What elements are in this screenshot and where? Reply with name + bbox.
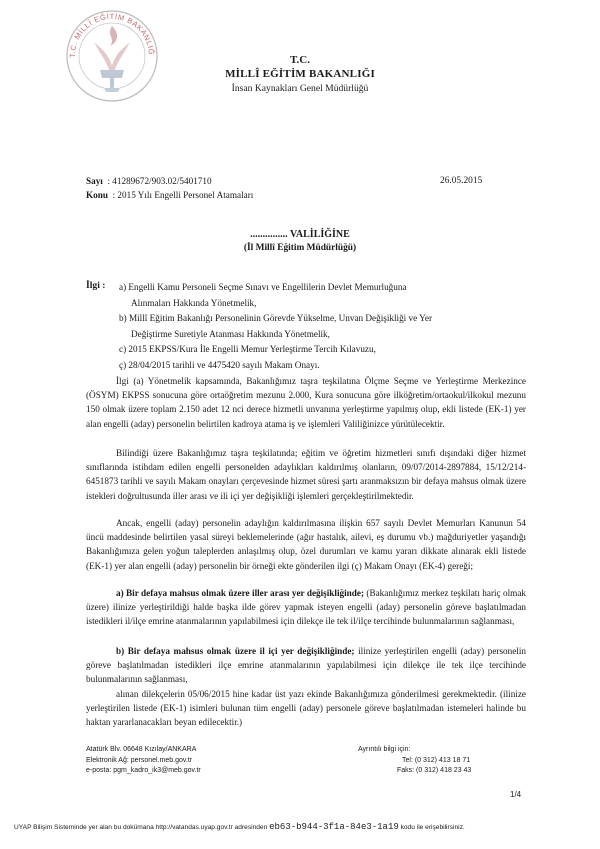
konu-label: Konu xyxy=(86,190,108,200)
uyap-verification-line xyxy=(14,822,586,832)
footer-contact-title: Ayrıntılı bilgi için: xyxy=(358,746,411,753)
paragraph-a-text: (Bakanlığımız merkez teşkilatı hariç olmak üzere) ilinize yerleştirildiği halde başka ilde görev yapmak isteyen engelli (aday) personelin göreve başlatılmadan istedikleri il/ilçe emrine atanmalarının yapılabilmesi için dilekçe ile tek il/ilçe tercihinde bulunmalarının sağlanması, xyxy=(86,588,526,627)
paragraph-3 xyxy=(86,516,526,573)
paragraph-last-text: alınan dilekçelerin 05/06/2015 hine kadar üst yazı ekinde Bakanlığımıza gönderilmesi gerekmektedir. (ilinize yerleştirilen listede (EK-1) isimleri bulunan tüm engelli (aday) personele göreve başlatılmadan istemeleri halinde bu haktan yararlanacakları beyan edilecektir.) xyxy=(86,689,526,728)
paragraph-b-text: ilinize yerleştirilen engelli (aday) personelin göreve başlatılmadan istedikleri ilçe emrine atanmalarının yapılabilmesi için dilekçe ile tek ilçe tercihinde bulunmalarının sağlanması, xyxy=(86,646,527,685)
sayi-label: Sayı xyxy=(86,176,103,186)
footer-faks: Faks: (0 312) 418 23 43 xyxy=(397,767,472,774)
ilgi-item: Değiştirme Suretiyle Atanması Hakkında Yönetmelik, xyxy=(131,328,330,339)
paragraph-3-text: Ancak, engelli (aday) personelin adaylığın kaldırılmasına ilişkin 657 sayılı Devlet Memurları Kanunun 54 üncü maddesinde belirtilen yasal süreyi beklemelerinde (ağır hastalık, ailevi, eş durumu vb.) mağduriyetler yaşandığı Bakanlığımıza gelen yoğun taleplerden anlaşılmış olup, özel durumları ve kamu yararı dikkate alınarak ekli listede (EK-1) yer alan engelli (aday) personelin bir örneği ekte gönderilen ilgi (ç) Makam Onayı (EK-4) gereği; xyxy=(86,518,526,571)
paragraph-a xyxy=(86,586,526,629)
uyap-text: UYAP Bilişim Sisteminde yer alan bu dokümana http://vatandas.uyap.gov.tr adresinden xyxy=(14,824,268,831)
addressee-subtitle: (İl Millî Eğitim Müdürlüğü) xyxy=(243,243,357,253)
paragraph-1 xyxy=(86,374,526,431)
ilgi-list xyxy=(119,280,529,373)
footer-tel: Tel: (0 312) 413 18 71 xyxy=(402,756,471,764)
paragraph-1-text: İlgi (a) Yönetmelik kapsamında, Bakanlığımız taşra teşkilatına Ölçme Seçme ve Yerleştirme Merkezince (ÖSYM) EKPSS sonucuna göre ortaöğretim mezunu 2.000, Kura sonucuna göre ilköğretim/ortaokul/ilkokul mezunu 150 olmak üzere toplam 2.150 adet 12 nci derece hizmetli unvanına yerleştirme yapılmış olup, ekli listede (EK-1) yer alan engelli (aday) personelin belirtilen kadroya atama iş ve işlemleri Valiliğinizce yürütülecektir. xyxy=(86,376,526,429)
uyap-code: eb63-b944-3f1a-84e3-1a19 xyxy=(269,822,399,832)
konu-line xyxy=(86,190,253,200)
header-ministry: MİLLÎ EĞİTİM BAKANLIĞI xyxy=(225,68,375,80)
sayi-line xyxy=(86,176,212,186)
footer-contact xyxy=(358,745,508,777)
sayi-value: : 41289672/903.02/5401710 xyxy=(107,176,212,186)
ilgi-label: İlgi : xyxy=(86,280,106,291)
document-date: 26.05.2015 xyxy=(440,176,483,186)
addressee-title: ............... VALİLİĞİNE xyxy=(250,229,350,240)
page-number: 1/4 xyxy=(510,790,522,799)
konu-value: : 2015 Yılı Engelli Personel Atamaları xyxy=(112,190,254,200)
ilgi-item: Alınmaları Hakkında Yönetmelik, xyxy=(131,297,257,308)
paragraph-a-heading: a) Bir defaya mahsus olmak üzere iller arası yer değişikliğinde; xyxy=(116,588,365,598)
footer-address-line: Atatürk Blv. 06648 Kızılay/ANKARA xyxy=(86,746,197,753)
paragraph-b xyxy=(86,644,526,687)
paragraph-b-heading: b) Bir defaya mahsus olmak üzere il içi yer değişikliğinde; xyxy=(116,646,355,656)
svg-text:T.C. MİLLÎ EĞİTİM BAKANLIĞI: T.C. MİLLÎ EĞİTİM BAKANLIĞ xyxy=(67,11,157,59)
paragraph-2 xyxy=(86,446,526,503)
paragraph-2-text: Bilindiği üzere Bakanlığımız taşra teşkilatında; eğitim ve öğretim hizmetleri sınıfı dışındaki diğer hizmet sınıflarında istihdam edilen engelli personelden adaylıkları kaldırılmış olanların, 09/07/2014-2897884, 15/12/214-6451873 tarihli ve sayılı Makam onayları çerçevesinde hizmet süresi şartı aranmaksızın bir defaya mahsus olmak üzere istekleri doğrultusunda iller arası ve ili içi yer değişikliği işlemleri gerçekleştirilmektedir. xyxy=(86,448,526,501)
ilgi-item: ç) 28/04/2015 tarihli ve 4475420 sayılı Makam Onayı. xyxy=(119,359,320,370)
paragraph-last xyxy=(86,687,526,730)
footer-email-link[interactable]: e-posta: pgm_kadro_ik3@meb.gov.tr xyxy=(86,767,201,774)
ilgi-item: c) 2015 EKPSS/Kura İle Engelli Memur Yerleştirme Tercih Kılavuzu, xyxy=(119,344,376,354)
ilgi-item: a) Engelli Kamu Personeli Seçme Sınavı ve Engellilerin Devlet Memurluğuna xyxy=(119,282,407,292)
uyap-suffix: kodu ile erişebilirsiniz. xyxy=(400,824,465,831)
header-tc: T.C. xyxy=(290,54,310,66)
header-department: İnsan Kaynakları Genel Müdürlüğü xyxy=(231,83,369,94)
ministry-logo xyxy=(64,8,160,104)
footer-address xyxy=(86,745,201,777)
ilgi-item: b) Millî Eğitim Bakanlığı Personelinin Görevde Yükselme, Unvan Değişikliği ve Yer xyxy=(119,313,433,323)
footer-web-link[interactable]: Elektronik Ağ: personel.meb.gov.tr xyxy=(86,756,193,764)
